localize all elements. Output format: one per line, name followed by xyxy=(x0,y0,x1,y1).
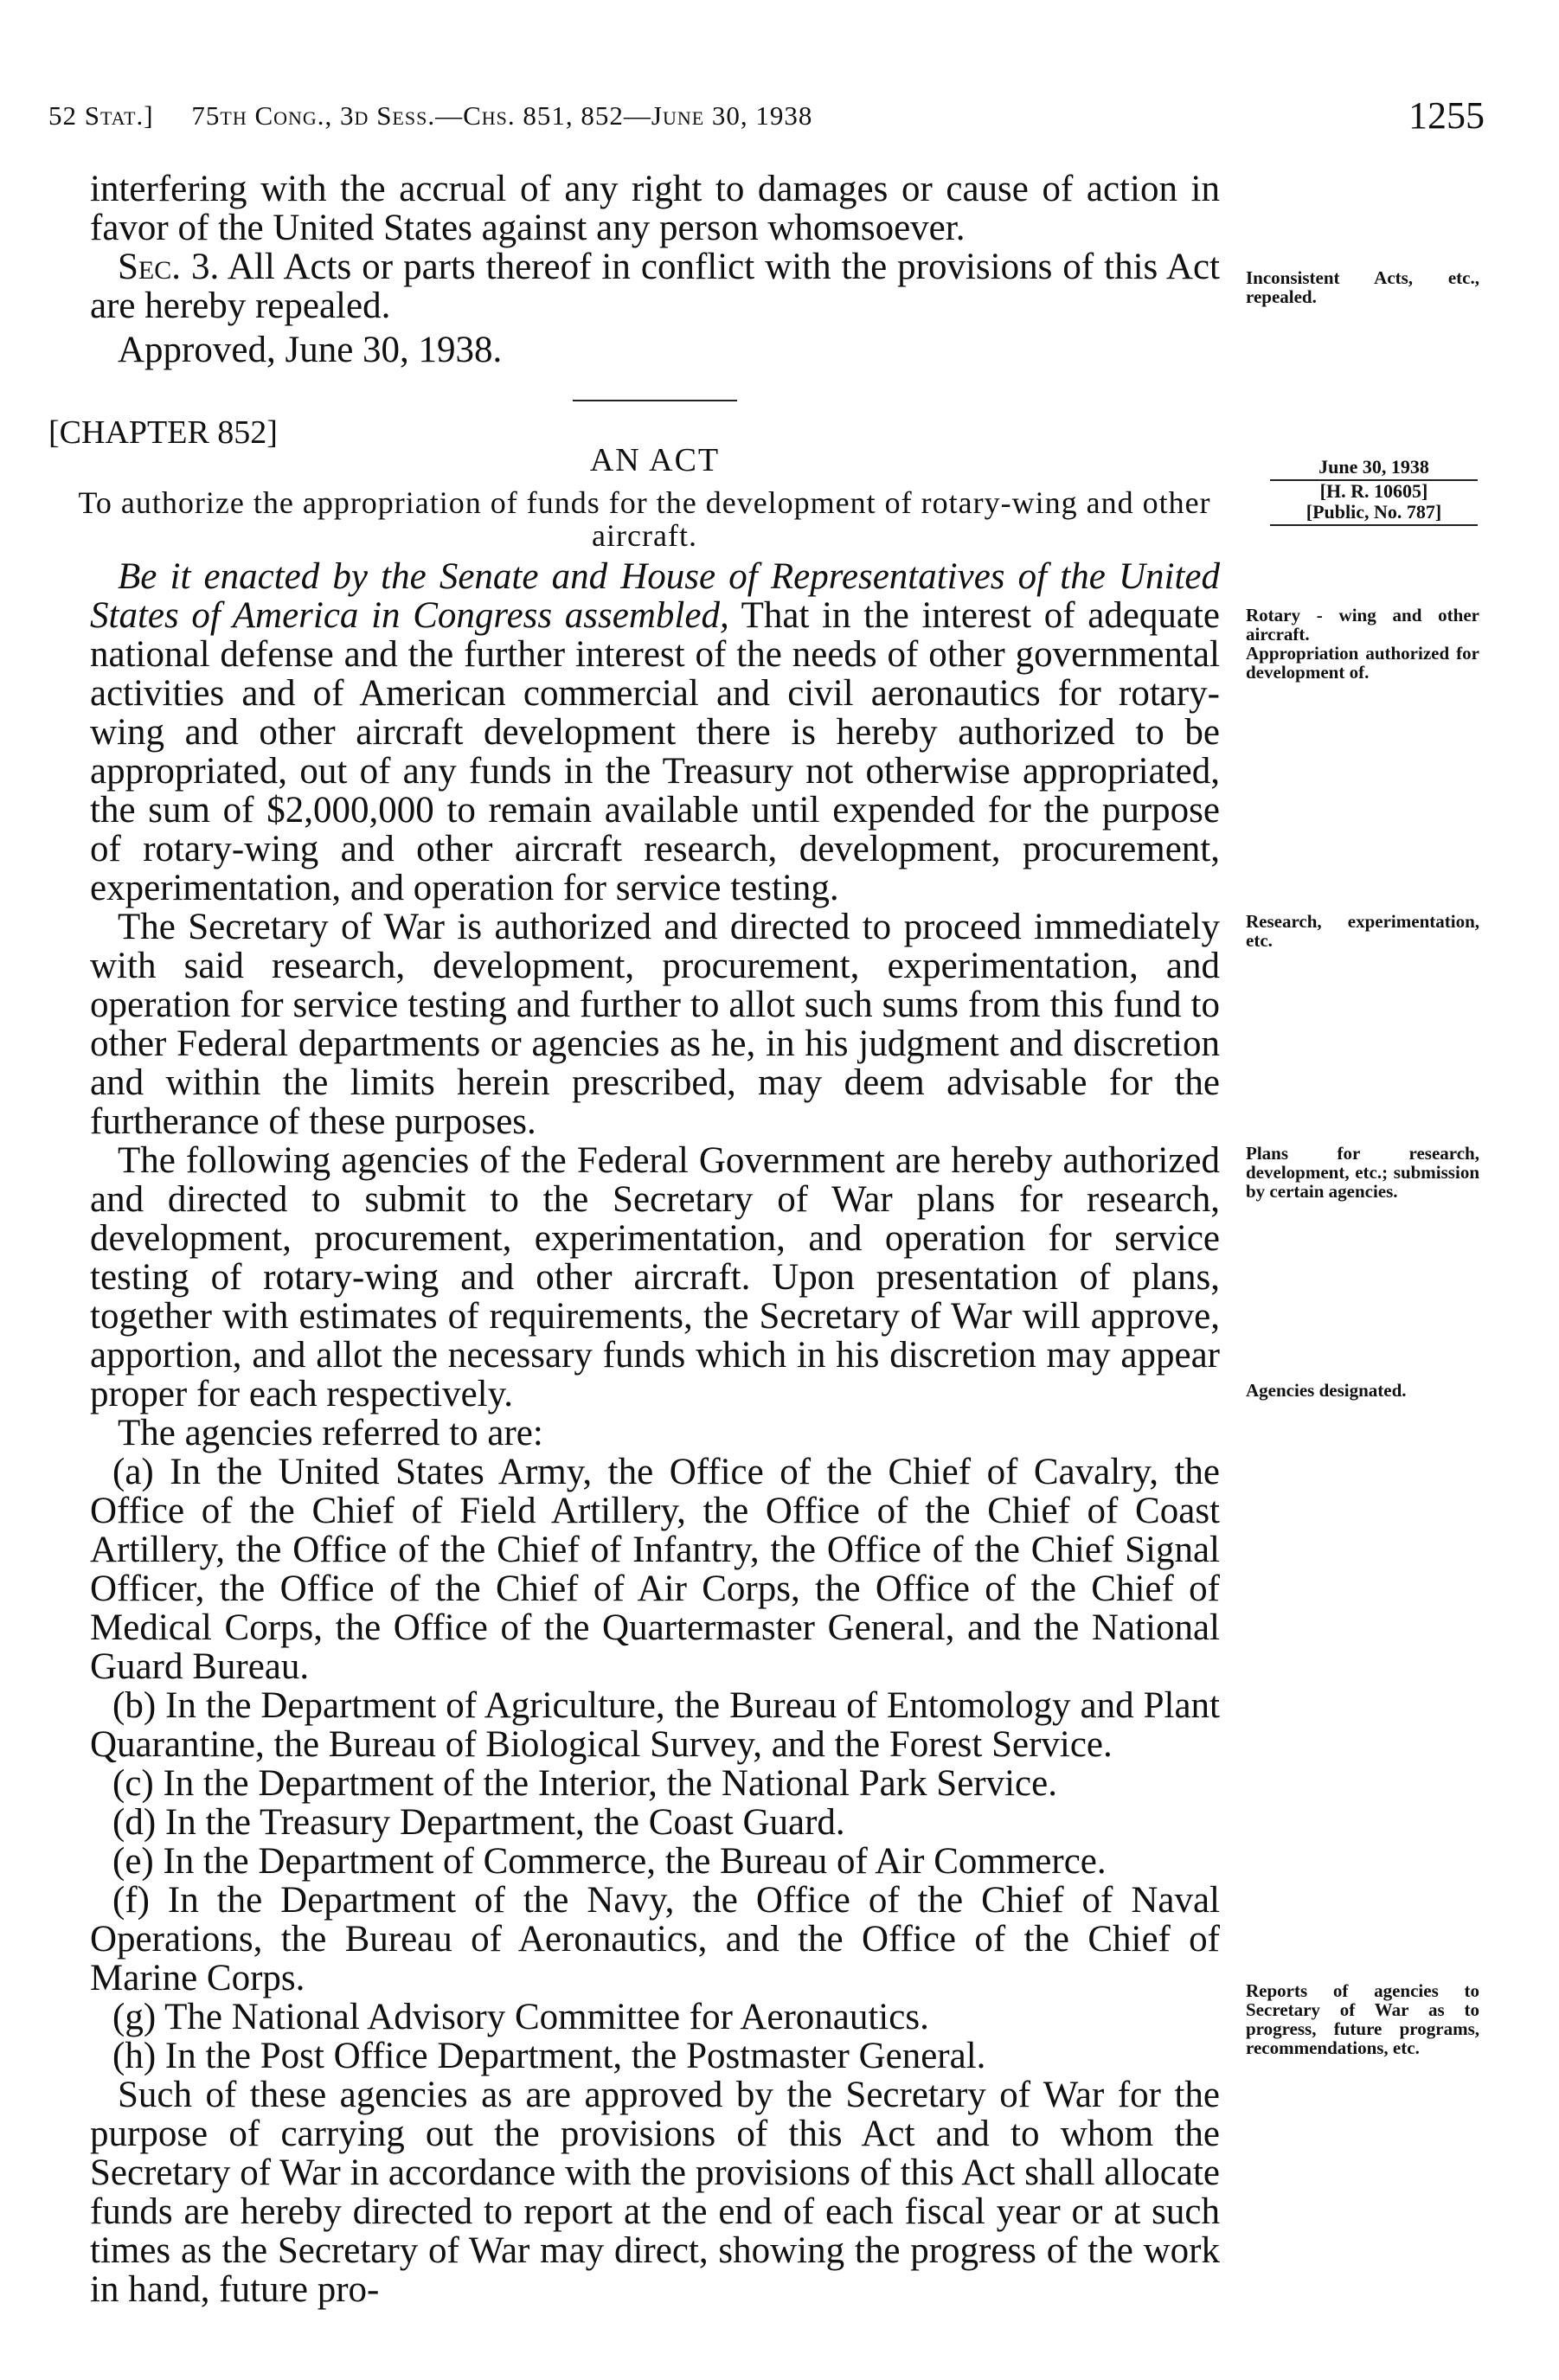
item-c: (c) In the Department of the Interior, the National Park Service. xyxy=(112,1763,1057,1804)
margin-note-appropriation: Appropriation authorized for development of. xyxy=(1246,643,1479,683)
para-interfering: interfering with the accrual of any right to damages or cause of action in favor of the United States against any person whomsoever. xyxy=(90,169,1220,248)
item-h: (h) In the Post Office Department, the Postmaster General. xyxy=(112,2036,986,2076)
chapter-851-end xyxy=(90,170,1220,369)
header-citation xyxy=(48,100,812,132)
enacting-clause: Be it enacted by the Senate and House of Representatives of the United States of America in Congress assembled, xyxy=(90,556,1220,636)
margin-note-agencies: Agencies designated. xyxy=(1246,1380,1407,1401)
item-f: (f) In the Department of the Navy, the Office of the Chief of Naval Operations, the Bureau of Aeronautics, and the Office of the Chief of Marine Corps. xyxy=(90,1880,1220,1998)
para-interest: That in the interest of adequate national defense and the further interest of the needs of other governmental activities and of American commercial and civil aeronautics for rotary-wing and other aircraft development there is hereby authorized to be appropriated, out of any funds in the Treasury not otherwise appropriated, the sum of $2,000,000 to remain available until expended for the purpose of rotary-wing and other aircraft research, development, procurement, experimentation, and operation for service testing. xyxy=(90,595,1221,908)
page-header xyxy=(48,93,1485,145)
citation-bill: [H. R. 10605] xyxy=(1319,480,1428,502)
item-g: (g) The National Advisory Committee for Aeronautics. xyxy=(112,1997,929,2037)
margin-note-plans: Plans for research, development, etc.; submission by certain agencies. xyxy=(1246,1143,1479,1202)
act-purpose: To authorize the appropriation of funds for the development of rotary-wing and other aircraft. xyxy=(78,485,1211,553)
item-e: (e) In the Department of Commerce, the Bureau of Air Commerce. xyxy=(112,1841,1107,1882)
margin-note-research: Research, experimentation, etc. xyxy=(1246,911,1479,951)
page-number: 1255 xyxy=(1408,94,1485,137)
item-a: (a) In the United States Army, the Office of the Chief of Cavalry, the Office of the Chief of Field Artillery, the Office of the Chief of Coast Artillery, the Office of the Chief of Infantry, the Office of the Chief Signal Officer, the Office of the Chief of Air Corps, the Office of the Chief of Medical Corps, the Office of the Quartermaster General, and the National Guard Bureau. xyxy=(90,1452,1220,1687)
sec-3-label: Sec. 3. xyxy=(118,247,220,287)
sec-3-text: All Acts or parts thereof in conflict with the provisions of this Act are hereby repealed. xyxy=(90,247,1220,326)
chapter-label: [CHAPTER 852] xyxy=(48,414,278,451)
para-secretary: The Secretary of War is authorized and directed to proceed immediately with said research, development, procurement, experimentation, and operation for service testing and further to allot such sums from this fund to other Federal departments or agencies as he, in his judgment and discretion and within the limits herein prescribed, may deem advisable for the furtherance of these purposes. xyxy=(90,907,1220,1142)
citation-public: [Public, No. 787] xyxy=(1270,502,1478,526)
item-d: (d) In the Treasury Department, the Coast Guard. xyxy=(112,1802,845,1843)
chapter-divider xyxy=(573,400,737,401)
approved-date: Approved, June 30, 1938. xyxy=(118,330,503,370)
para-enacting xyxy=(90,557,1220,908)
para-agencies: The following agencies of the Federal Government are hereby authorized and directed to submit to the Secretary of War plans for research, development, procurement, experimentation, and operation for service testing of rotary-wing and other aircraft. Upon presentation of plans, together with estimates of requirements, the Secretary of War will approve, apportion, and allot the necessary funds which in his discretion may appear proper for each respectively. xyxy=(90,1140,1220,1415)
margin-citation xyxy=(1270,457,1478,526)
citation-date: June 30, 1938 xyxy=(1270,457,1478,481)
header-volume: 52 Stat.] xyxy=(48,100,154,131)
item-b: (b) In the Department of Agriculture, the Bureau of Entomology and Plant Quarantine, the Bureau of Biological Survey, and the Forest Service. xyxy=(90,1685,1220,1765)
margin-note-rotary: Rotary - wing and other aircraft. xyxy=(1246,605,1479,645)
margin-note-reports: Reports of agencies to Secretary of War as to progress, future programs, recommendations, etc. xyxy=(1246,1980,1479,2058)
act-body xyxy=(90,557,1220,2309)
act-title: AN ACT xyxy=(589,442,721,478)
header-congress: 75th Cong., 3d Sess.—Chs. 851, 852—June 30, 1938 xyxy=(191,100,813,131)
margin-note-inconsistent: Inconsistent Acts, etc., repealed. xyxy=(1246,267,1479,307)
para-referred: The agencies referred to are: xyxy=(118,1413,543,1453)
para-reports: Such of these agencies as are approved by the Secretary of War for the purpose of carrying out the provisions of this Act and to whom the Secretary of War in accordance with the provisions of this Act shall allocate funds are hereby directed to report at the end of each fiscal year or at such times as the Secretary of War may direct, showing the progress of the work in hand, future pro- xyxy=(90,2075,1220,2310)
para-sec-3 xyxy=(90,247,1220,325)
